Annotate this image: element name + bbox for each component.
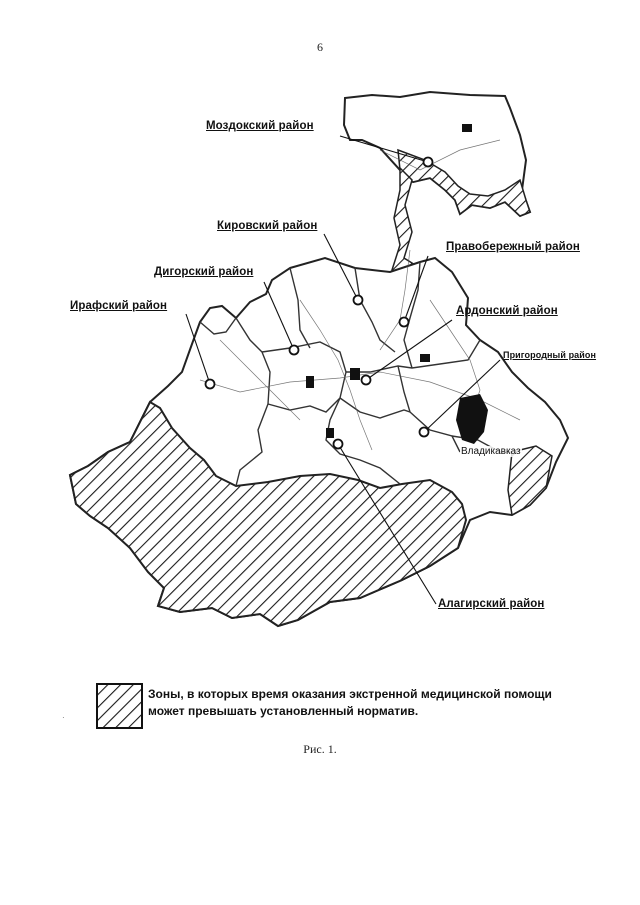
label-mozdok: Моздокский район <box>206 120 314 132</box>
marker-ardon <box>362 376 371 385</box>
label-kirov: Кировский район <box>217 220 318 232</box>
figure-caption: Рис. 1. <box>303 742 337 756</box>
marker-pravober <box>400 318 409 327</box>
marker-iraf <box>206 380 215 389</box>
page-number: 6 <box>317 40 323 54</box>
label-iraf: Ирафский район <box>70 300 168 312</box>
label-pravober: Правобережный район <box>446 241 580 253</box>
label-city-vladikavkaz: Владикавказ <box>461 446 521 457</box>
marker-alagir <box>334 440 343 449</box>
label-ardon: Ардонский район <box>456 305 558 317</box>
marker-mozdok <box>424 158 433 167</box>
label-alagir: Алагирский район <box>438 598 545 610</box>
legend-text: Зоны, в которых время оказания экстренной медицинской помощи может превышать установленный норматив. <box>148 687 552 718</box>
label-prigorod: Пригородный район <box>503 350 597 360</box>
scan-dot: · <box>62 713 65 722</box>
legend-hatch-swatch <box>96 683 143 729</box>
marker-kirov <box>354 296 363 305</box>
marker-digor <box>290 346 299 355</box>
marker-prigorod <box>420 428 429 437</box>
label-digor: Дигорский район <box>154 266 254 278</box>
